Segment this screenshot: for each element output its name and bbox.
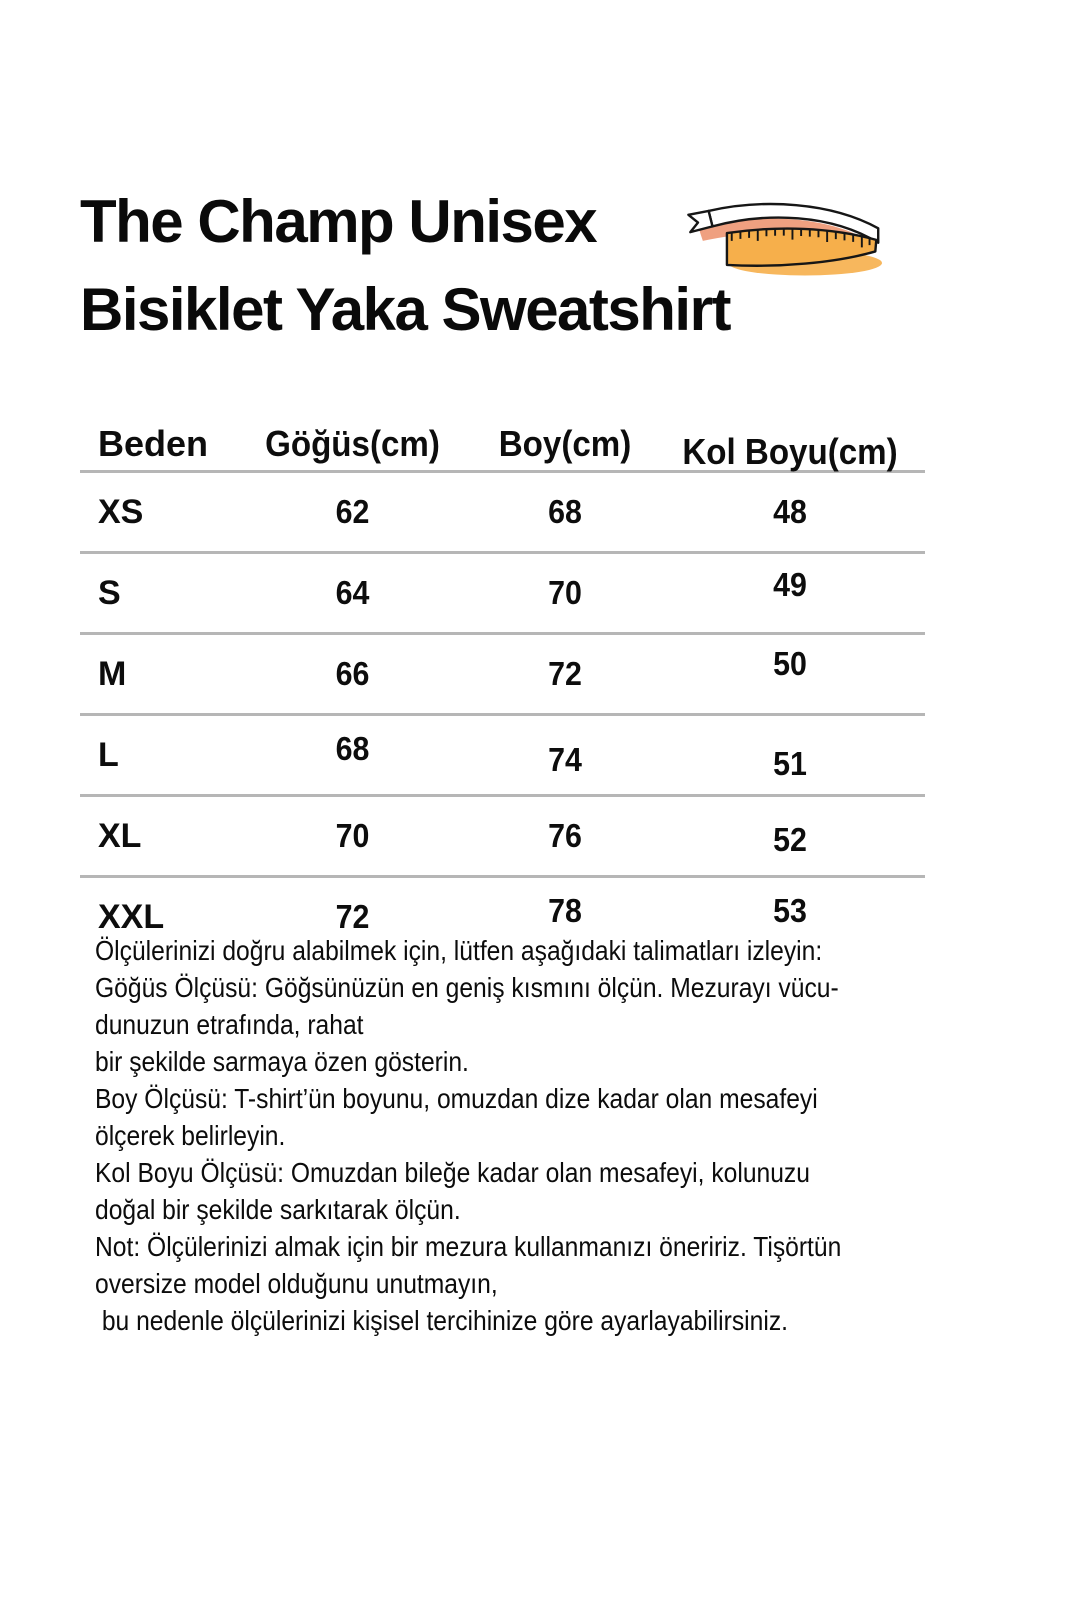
sleeve-value: 53 — [773, 892, 807, 929]
chest-value: 72 — [335, 898, 370, 935]
table-row-l — [80, 716, 925, 797]
column-header-kol-boyu: Kol Boyu(cm) — [682, 431, 898, 472]
instruction-line: Göğüs Ölçüsü: Göğsünüzün en geniş kısmını ölçün. Mezurayı vücu- — [95, 972, 839, 1003]
column-header-beden: Beden — [98, 423, 209, 464]
size-table-header-row — [80, 418, 925, 473]
page-title-line2: Bisiklet Yaka Sweatshirt — [80, 276, 730, 343]
sleeve-value: 48 — [773, 493, 807, 530]
length-value: 68 — [548, 493, 582, 530]
length-value: 70 — [548, 574, 582, 611]
length-value: 76 — [548, 817, 582, 854]
length-value: 72 — [548, 655, 582, 692]
instruction-line: Kol Boyu Ölçüsü: Omuzdan bileğe kadar olan mesafeyi, kolunuzu — [95, 1157, 810, 1188]
table-row-m — [80, 635, 925, 716]
size-label: XL — [98, 816, 142, 855]
page-title — [80, 178, 730, 354]
table-row-xs — [80, 473, 925, 554]
table-row-xl — [80, 797, 925, 878]
size-label: XS — [98, 492, 144, 531]
instruction-line: bu nedenle ölçülerinizi kişisel tercihinize göre ayarlayabilirsiniz. — [95, 1305, 788, 1336]
chest-value: 62 — [335, 493, 370, 530]
sleeve-value: 49 — [773, 566, 807, 603]
page-title-line1: The Champ Unisex — [80, 188, 597, 255]
length-value: 78 — [548, 892, 582, 929]
chest-value: 70 — [335, 817, 370, 854]
sleeve-value: 52 — [773, 821, 807, 858]
tape-measure-icon — [672, 190, 884, 282]
size-table — [80, 418, 925, 956]
instruction-line: Boy Ölçüsü: T-shirt’ün boyunu, omuzdan dize kadar olan mesafeyi — [95, 1083, 818, 1114]
instruction-line: dunuzun etrafında, rahat — [95, 1009, 364, 1040]
size-label: S — [98, 573, 121, 612]
size-label: L — [98, 735, 119, 774]
instruction-line: ölçerek belirleyin. — [95, 1120, 286, 1151]
column-header-gogus: Göğüs(cm) — [265, 423, 440, 464]
instruction-line: doğal bir şekilde sarkıtarak ölçün. — [95, 1194, 461, 1225]
instruction-line: Ölçülerinizi doğru alabilmek için, lütfen aşağıdaki talimatları izleyin: — [95, 935, 823, 966]
chest-value: 64 — [335, 574, 370, 611]
instruction-line: oversize model olduğunu unutmayın, — [95, 1268, 498, 1299]
length-value: 74 — [548, 741, 582, 778]
sleeve-value: 50 — [773, 645, 807, 682]
measurement-instructions — [95, 932, 1035, 1339]
sleeve-value: 51 — [773, 745, 807, 782]
chest-value: 66 — [335, 655, 370, 692]
chest-value: 68 — [335, 730, 370, 767]
instruction-line: Not: Ölçülerinizi almak için bir mezura kullanmanızı öneririz. Tişörtün — [95, 1231, 842, 1262]
instruction-line: bir şekilde sarmaya özen gösterin. — [95, 1046, 469, 1077]
size-label: M — [98, 654, 127, 693]
column-header-boy: Boy(cm) — [498, 423, 632, 464]
size-label: XXL — [98, 897, 165, 936]
table-row-s — [80, 554, 925, 635]
